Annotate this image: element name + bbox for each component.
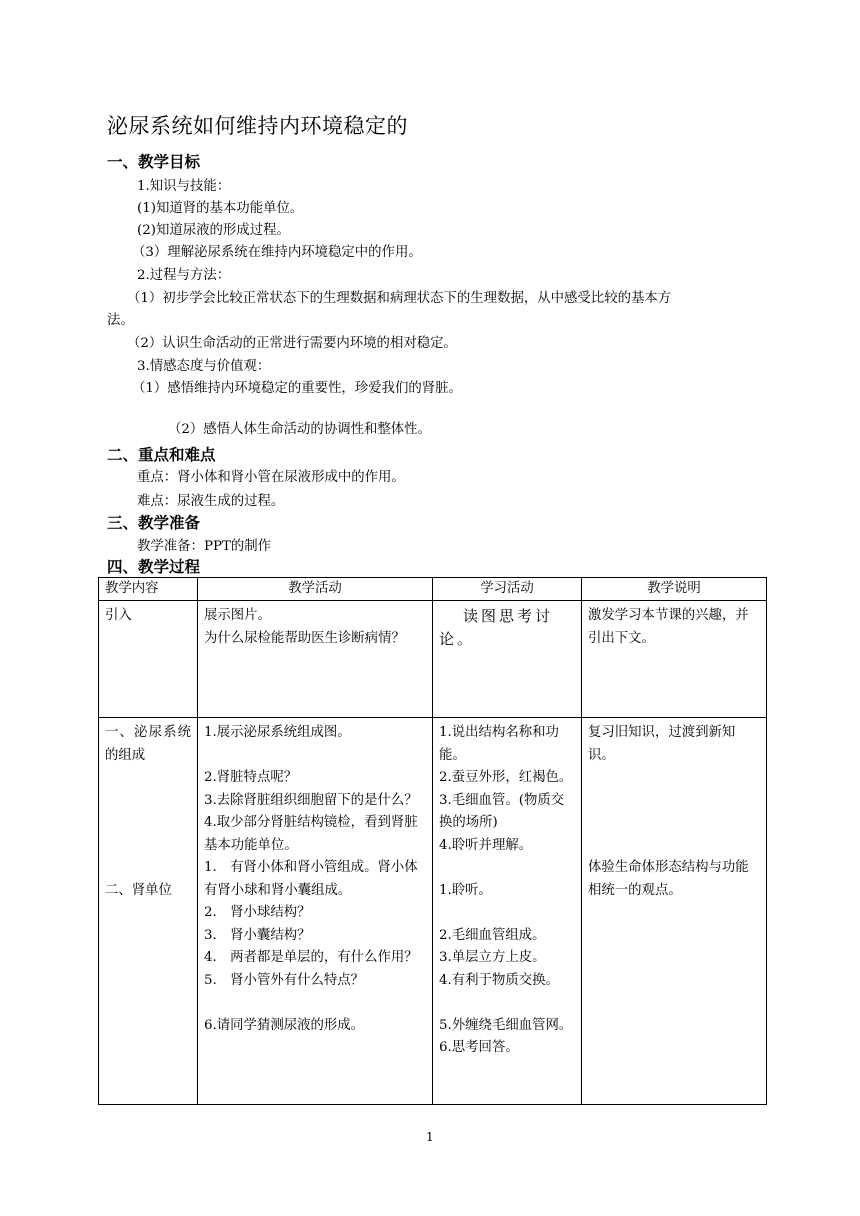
- preparation-text: 教学准备：PPT的制作: [137, 539, 272, 554]
- objective-process-1: （1）初步学会比较正常状态下的生理数据和病理状态下的生理数据，从中感受比较的基本方: [127, 291, 672, 306]
- table-header-cell: 学习活动: [433, 578, 582, 601]
- table-cell-note: [582, 718, 767, 1105]
- cell-text: 6.请同学猜测尿液的形成。: [204, 1017, 365, 1033]
- objective-emotion-2: （2）感悟人体生命活动的协调性和整体性。: [168, 422, 431, 437]
- cell-text: 为什么尿检能帮助医生诊断病情？: [204, 630, 405, 646]
- objective-emotion-1: （1）感悟维持内环境稳定的重要性，珍爱我们的肾脏。: [132, 381, 462, 396]
- objective-knowledge-3: （3）理解泌尿系统在维持内环境稳定中的作用。: [132, 245, 422, 260]
- section-heading-preparation: 三、教学准备: [107, 514, 201, 532]
- section-heading-process: 四、教学过程: [107, 558, 201, 576]
- cell-text: 2.肾脏特点呢？: [204, 770, 298, 785]
- cell-text: 引入: [105, 608, 132, 623]
- objective-process-1-cont: 法。: [107, 313, 134, 328]
- cell-text: 一、泌尿系统的组成: [105, 725, 191, 763]
- page-title: 泌尿系统如何维持内环境稳定的: [107, 114, 408, 138]
- page-number: 1: [426, 1130, 434, 1144]
- cell-text: 1.说出结构名称和功能。: [439, 725, 559, 763]
- table-header-row: [99, 578, 767, 601]
- cell-text: 2.蚕豆外形，红褐色。: [439, 770, 573, 785]
- cell-text: 读图思考讨论。: [439, 607, 554, 648]
- table-header-cell: 教学内容: [99, 578, 198, 601]
- cell-text: 4.取少部分肾脏结构镜检，看到肾脏基本功能单位。: [204, 815, 418, 853]
- cell-text: 1.聆听。: [439, 882, 492, 898]
- cell-text: 4.聆听并理解。: [439, 837, 533, 853]
- objective-knowledge-1: (1)知道肾的基本功能单位。: [137, 201, 304, 216]
- table-row: [99, 601, 767, 718]
- cell-text: 二、肾单位: [105, 882, 172, 898]
- section-heading-objectives: 一、教学目标: [107, 153, 201, 171]
- cell-text: 2.毛细血管组成。: [439, 927, 546, 943]
- cell-text: 3.毛细血管。(物质交换的场所): [439, 792, 565, 830]
- cell-text: 3.单层立方上皮。: [439, 950, 546, 965]
- objective-knowledge-heading: 1.知识与技能：: [137, 179, 231, 194]
- objective-process-2: （2）认识生命活动的正常进行需要内环境的相对稳定。: [127, 336, 457, 351]
- cell-text: 激发学习本节课的兴趣，并引出下文。: [588, 608, 749, 646]
- table-header-cell: 教学说明: [582, 578, 767, 601]
- cell-text: 1.展示泌尿系统组成图。: [204, 725, 351, 740]
- table-cell-learning: [433, 601, 582, 718]
- cell-text: 5. 肾小管外有什么特点？: [204, 972, 365, 988]
- cell-text: 2. 肾小球结构？: [204, 905, 311, 920]
- cell-text: 1. 有肾小体和肾小管组成。肾小体有肾小球和肾小囊组成。: [204, 860, 418, 898]
- teaching-process-table: [98, 577, 767, 1105]
- cell-text: 展示图片。: [204, 608, 271, 623]
- objective-knowledge-2: (2)知道尿液的形成过程。: [137, 223, 290, 238]
- cell-text: 4. 两者都是单层的，有什么作用？: [204, 950, 418, 965]
- cell-text: 体验生命体形态结构与功能相统一的观点。: [588, 860, 749, 898]
- table-cell-note: [582, 601, 767, 718]
- cell-text: 6.思考回答。: [439, 1040, 519, 1055]
- objective-emotion-heading: 3.情感态度与价值观：: [137, 359, 271, 374]
- key-point-focus: 重点：肾小体和肾小管在尿液形成中的作用。: [137, 470, 405, 485]
- cell-text: 5.外缠绕毛细血管网。: [439, 1017, 573, 1033]
- cell-text: 3.去除肾脏组织细胞留下的是什么？: [204, 792, 418, 808]
- table-cell-activity: [198, 601, 433, 718]
- table-cell-learning: [433, 718, 582, 1105]
- key-point-difficulty: 难点：尿液生成的过程。: [137, 494, 285, 509]
- table-row: [99, 718, 767, 1105]
- section-heading-key-points: 二、重点和难点: [107, 446, 216, 464]
- table-header-cell: 教学活动: [198, 578, 433, 601]
- table-cell-activity: [198, 718, 433, 1105]
- cell-text: 复习旧知识，过渡到新知识。: [588, 725, 736, 763]
- table-cell-content: [99, 601, 198, 718]
- cell-text: 4.有利于物质交换。: [439, 972, 559, 988]
- cell-text: 3. 肾小囊结构？: [204, 927, 311, 943]
- objective-process-heading: 2.过程与方法：: [137, 268, 231, 283]
- table-cell-content: [99, 718, 198, 1105]
